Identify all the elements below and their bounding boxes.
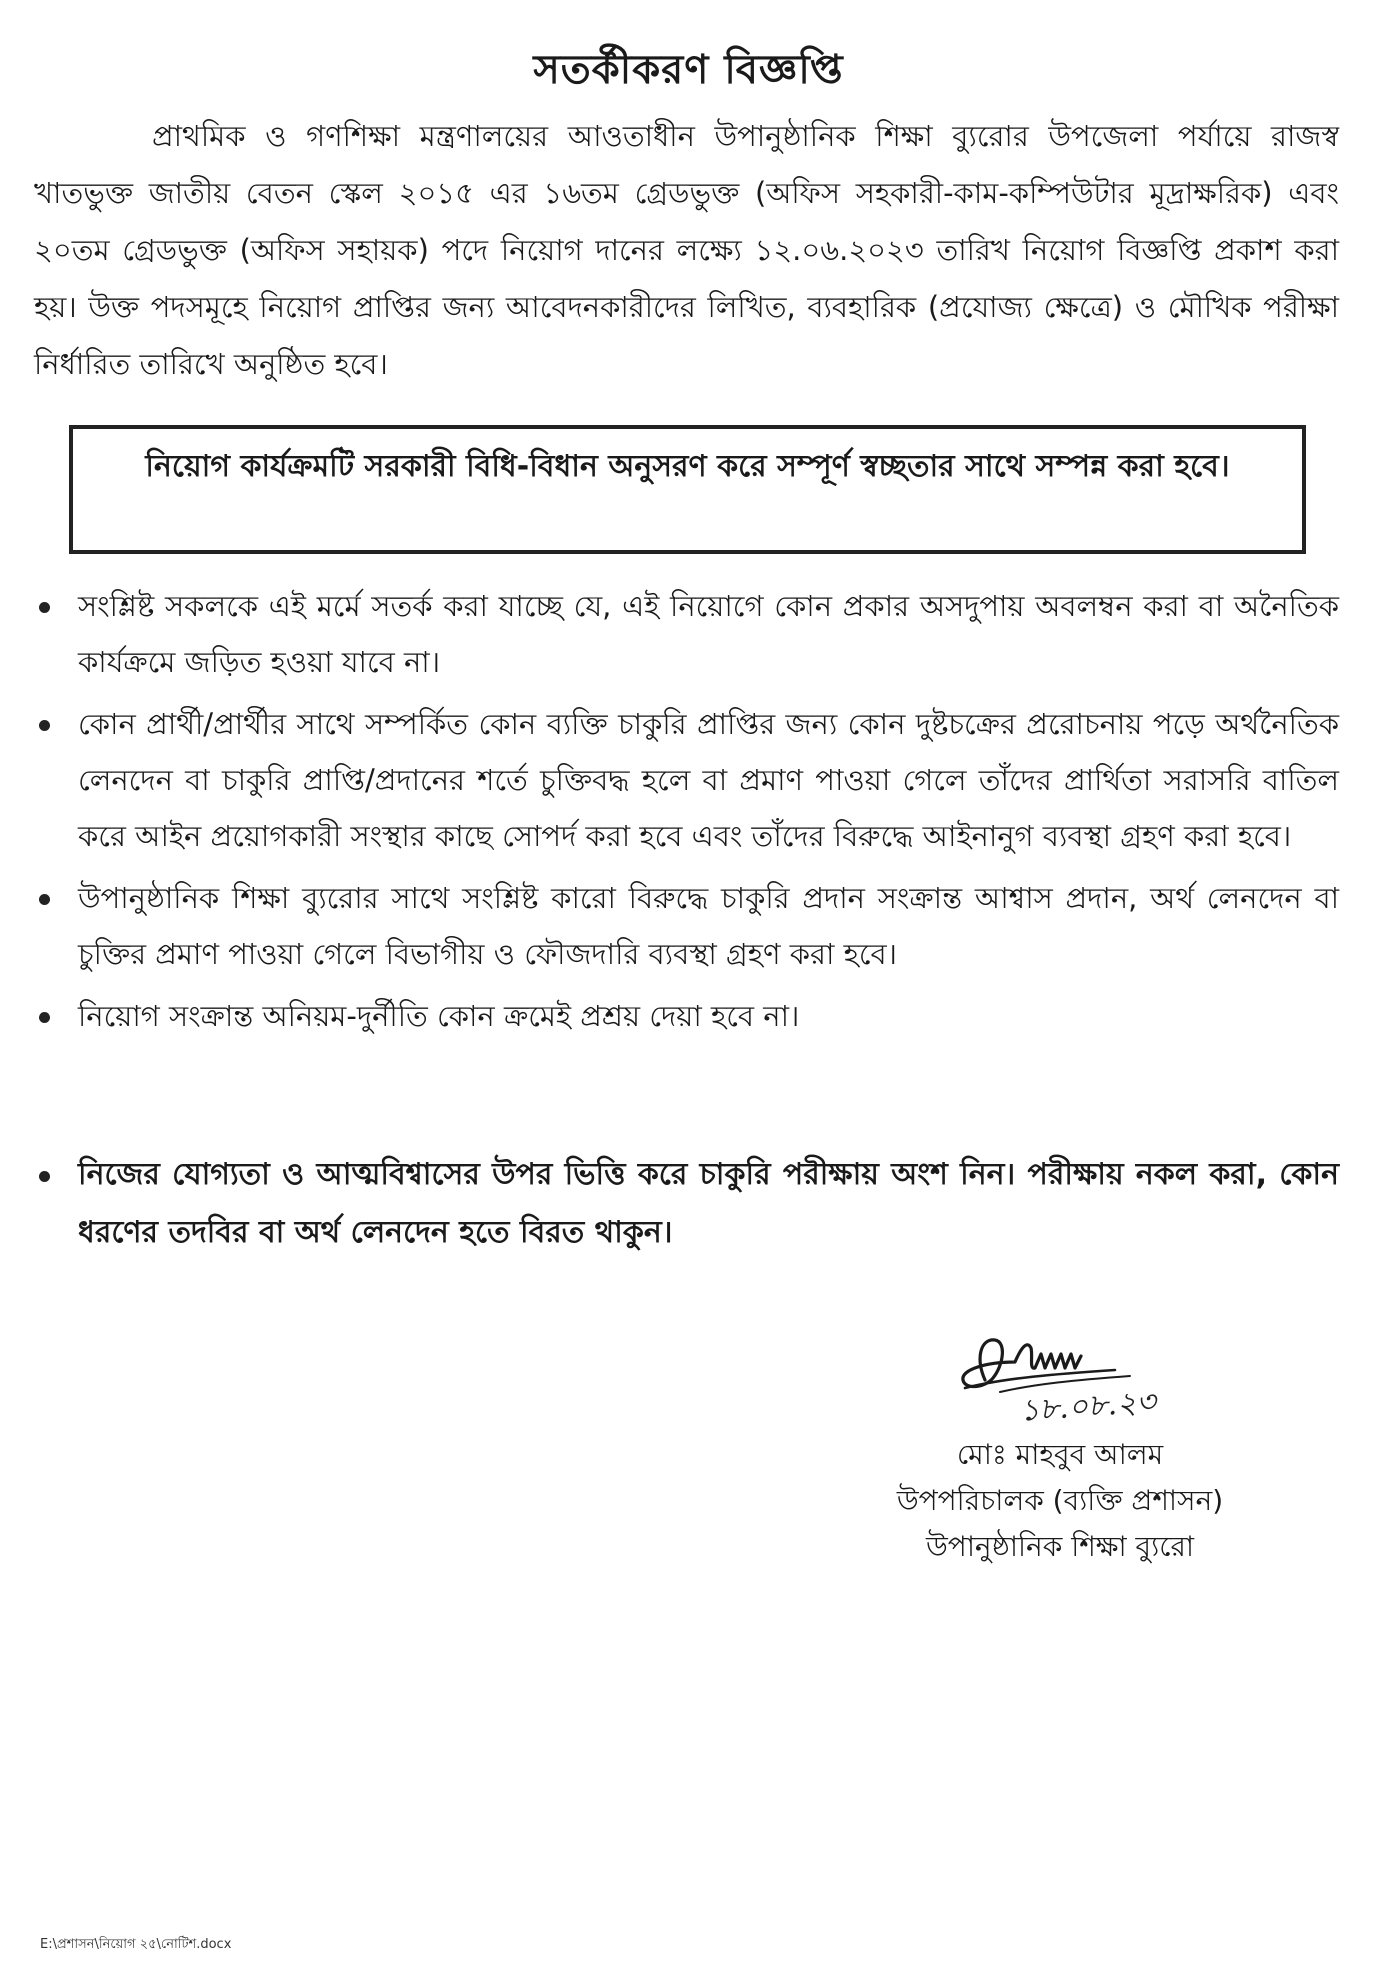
file-path-footer: E:\প্রশাসন\নিয়োগ ২৫\নোটিশ.docx xyxy=(40,1937,232,1952)
list-item xyxy=(34,578,1339,690)
list-item-text: উপানুষ্ঠানিক শিক্ষা ব্যুরোর সাথে সংশ্লিষ্ট কারো বিরুদ্ধে চাকুরি প্রদান সংক্রান্ত আশ্বাস প্রদান, অর্থ লেনদেন বা চুক্তির প্রমাণ পাওয়া গেলে বিভাগীয় ও ফৌজদারি ব্যবস্থা গ্রহণ করা হবে। xyxy=(78,881,1339,971)
transparency-statement-box: নিয়োগ কার্যক্রমটি সরকারী বিধি-বিধান অনুসরণ করে সম্পূর্ণ স্বচ্ছতার সাথে সম্পন্ন করা হবে। xyxy=(69,425,1306,554)
notice-title: সতর্কীকরণ বিজ্ঞপ্তি xyxy=(533,47,844,93)
list-item xyxy=(34,988,1339,1044)
list-item xyxy=(34,696,1339,864)
bullet-icon xyxy=(39,1171,50,1182)
list-item xyxy=(34,870,1339,982)
signatory-name: মোঃ মাহবুব আলম xyxy=(956,1438,1164,1471)
bullet-icon xyxy=(39,1012,50,1023)
signatory-block xyxy=(800,1432,1320,1570)
warning-list xyxy=(34,578,1339,1050)
final-advice-item xyxy=(34,1146,1339,1262)
signatory-designation: উপপরিচালক (ব্যক্তি প্রশাসন) xyxy=(896,1484,1224,1517)
intro-paragraph: প্রাথমিক ও গণশিক্ষা মন্ত্রণালয়ের আওতাধীন উপানুষ্ঠানিক শিক্ষা ব্যুরোর উপজেলা পর্যায়ে রাজস্ব খাতভুক্ত জাতীয় বেতন স্কেল ২০১৫ এর ১৬তম গ্রেডভুক্ত (অফিস সহকারী-কাম-কম্পিউটার মূদ্রাক্ষরিক) এবং ২০তম গ্রেডভুক্ত (অফিস সহায়ক) পদে নিয়োগ দানের লক্ষ্যে ১২.০৬.২০২৩ তারিখ নিয়োগ বিজ্ঞপ্তি প্রকাশ করা হয়। উক্ত পদসমূহে নিয়োগ প্রাপ্তির জন্য আবেদনকারীদের লিখিত, ব্যবহারিক (প্রযোজ্য ক্ষেত্রে) ও মৌখিক পরীক্ষা নির্ধারিত তারিখে অনুষ্ঠিত হবে। xyxy=(34,119,1339,381)
bullet-icon xyxy=(39,602,50,613)
list-item-text: নিয়োগ সংক্রান্ত অনিয়ম-দুর্নীতি কোন ক্রমেই প্রশ্রয় দেয়া হবে না। xyxy=(78,999,800,1033)
final-advice-text: নিজের যোগ্যতা ও আত্মবিশ্বাসের উপর ভিত্তি করে চাকুরি পরীক্ষায় অংশ নিন। পরীক্ষায় নকল করা, কোন ধরণের তদবির বা অর্থ লেনদেন হতে বিরত থাকুন। xyxy=(78,1157,1339,1250)
bullet-icon xyxy=(39,720,50,731)
signature-date: ১৮.০৮.২৩ xyxy=(1018,1384,1157,1429)
signatory-organization: উপানুষ্ঠানিক শিক্ষা ব্যুরো xyxy=(926,1530,1194,1563)
final-advice-list xyxy=(34,1146,1339,1262)
list-item-text: সংশ্লিষ্ট সকলকে এই মর্মে সতর্ক করা যাচ্ছে যে, এই নিয়োগে কোন প্রকার অসদুপায় অবলম্বন করা বা অনৈতিক কার্যক্রমে জড়িত হওয়া যাবে না। xyxy=(78,589,1339,679)
list-item-text: কোন প্রার্থী/প্রার্থীর সাথে সম্পর্কিত কোন ব্যক্তি চাকুরি প্রাপ্তির জন্য কোন দুষ্টচক্রের প্ররোচনায় পড়ে অর্থনৈতিক লেনদেন বা চাকুরি প্রাপ্তি/প্রদানের শর্তে চুক্তিবদ্ধ হলে বা প্রমাণ পাওয়া গেলে তাঁদের প্রার্থিতা সরাসরি বাতিল করে আইন প্রয়োগকারী সংস্থার কাছে সোপর্দ করা হবে এবং তাঁদের বিরুদ্ধে আইনানুগ ব্যবস্থা গ্রহণ করা হবে। xyxy=(78,707,1339,853)
bullet-icon xyxy=(39,894,50,905)
